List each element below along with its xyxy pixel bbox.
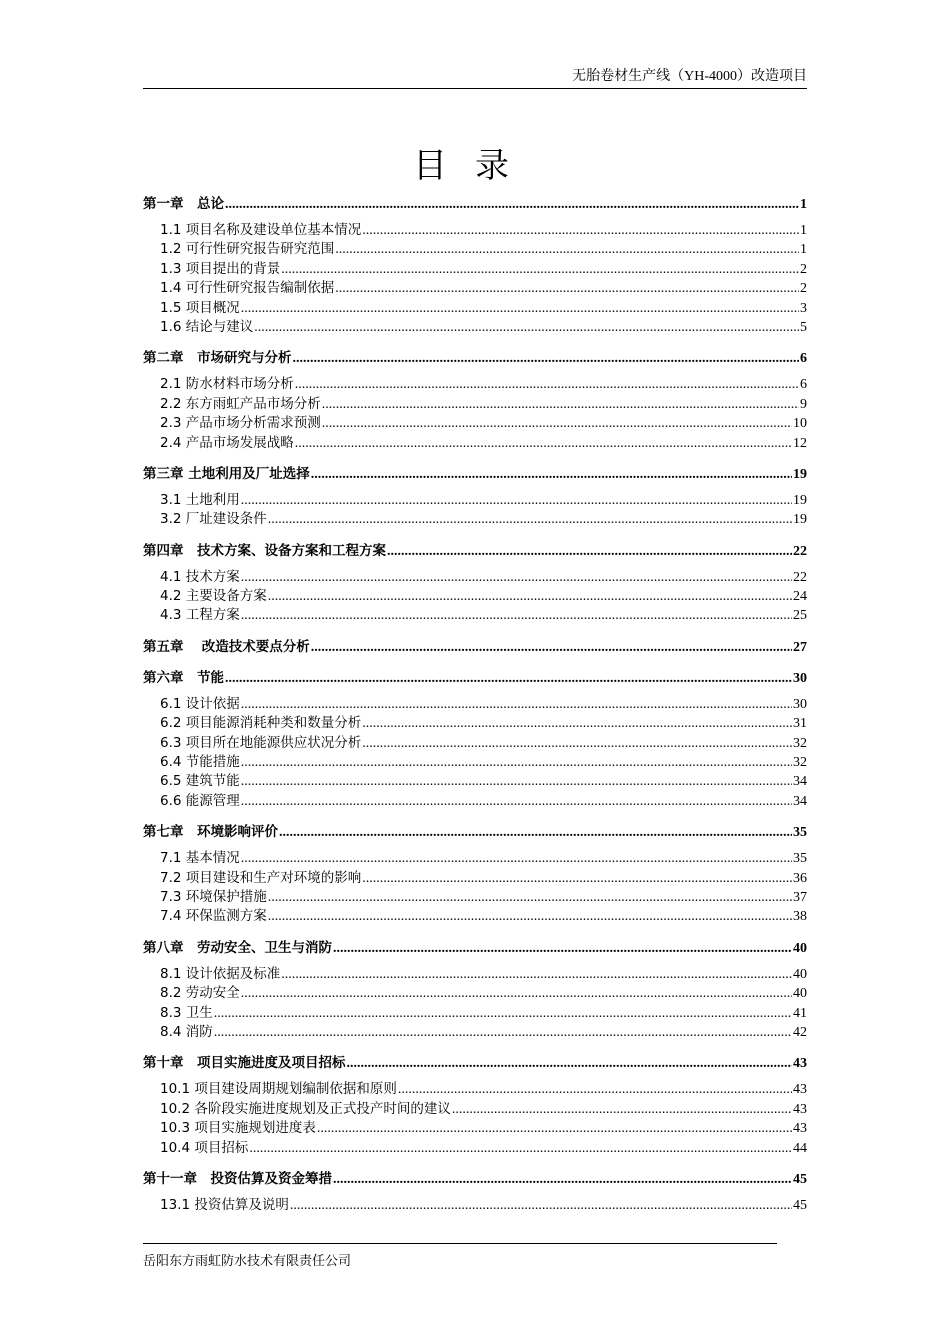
toc-page-number: 44 (793, 1140, 807, 1156)
toc-section-entry[interactable] (143, 849, 807, 868)
toc-leader-dots (295, 375, 799, 394)
toc-entry-label: 10.3 项目实施规划进度表 (160, 1120, 316, 1137)
toc-entry-label: 4.1 技术方案 (160, 568, 240, 585)
toc-page-number: 2 (800, 281, 807, 297)
toc-section-entry[interactable] (143, 965, 807, 984)
toc-entry-label: 1.2 可行性研究报告研究范围 (160, 241, 335, 258)
toc-leader-dots (322, 414, 792, 433)
toc-entry-label: 第十一章 投资估算及资金筹措 (143, 1170, 332, 1187)
toc-entry-label: 13.1 投资估算及说明 (160, 1196, 289, 1213)
toc-leader-dots (225, 195, 799, 215)
toc-page-number: 2 (800, 261, 807, 277)
toc-page-number: 40 (793, 940, 807, 956)
toc-chapter-entry[interactable] (143, 541, 807, 561)
toc-leader-dots (362, 714, 792, 733)
toc-page-number: 32 (793, 735, 807, 751)
toc-entry-label: 第七章 环境影响评价 (143, 824, 278, 841)
toc-entry-label: 2.3 产品市场分析需求预测 (160, 415, 321, 432)
toc-section-entry[interactable] (143, 606, 807, 625)
toc-page-number: 43 (793, 1082, 807, 1098)
toc-page-number: 6 (800, 377, 807, 393)
toc-leader-dots (268, 510, 792, 529)
toc-entry-label: 第二章 市场研究与分析 (143, 350, 292, 367)
toc-entry-label: 8.4 消防 (160, 1023, 213, 1040)
toc-section-entry[interactable] (143, 1004, 807, 1023)
toc-entry-label: 2.1 防水材料市场分析 (160, 376, 294, 393)
toc-page-number: 19 (793, 492, 807, 508)
toc-page-number: 30 (793, 670, 807, 686)
toc-leader-dots (333, 939, 792, 959)
toc-entry-label: 6.5 建筑节能 (160, 773, 240, 790)
toc-section-entry[interactable] (143, 587, 807, 606)
toc-page-number: 9 (800, 396, 807, 412)
toc-page-number: 1 (800, 223, 807, 238)
toc-page-number: 36 (793, 870, 807, 886)
toc-section-entry[interactable] (143, 568, 807, 587)
toc-entry-label: 第六章 节能 (143, 669, 224, 686)
toc-leader-dots (333, 1170, 792, 1190)
toc-section-entry[interactable] (143, 907, 807, 926)
toc-section-entry[interactable] (143, 869, 807, 888)
toc-leader-dots (281, 260, 799, 279)
toc-section-entry[interactable] (143, 753, 807, 772)
toc-leader-dots (322, 395, 799, 414)
toc-leader-dots (254, 318, 799, 337)
toc-chapter-entry[interactable] (143, 1053, 807, 1073)
toc-leader-dots (241, 695, 792, 714)
toc-page-number: 35 (793, 851, 807, 867)
toc-leader-dots (241, 984, 792, 1003)
toc-section-entry[interactable] (143, 318, 807, 337)
toc-entry-label: 8.2 劳动安全 (160, 985, 240, 1002)
toc-leader-dots (268, 587, 792, 606)
page-header (143, 68, 807, 89)
toc-page-number: 34 (793, 774, 807, 790)
toc-leader-dots (241, 568, 792, 587)
toc-leader-dots (362, 869, 792, 888)
toc-entry-label: 3.2 厂址建设条件 (160, 511, 267, 528)
toc-chapter-entry[interactable] (143, 348, 807, 368)
toc-leader-dots (398, 1080, 792, 1099)
toc-page-number: 12 (793, 435, 807, 451)
toc-leader-dots (268, 907, 792, 926)
toc-leader-dots (362, 734, 792, 753)
toc-entry-label: 第十章 项目实施进度及项目招标 (143, 1055, 346, 1072)
toc-leader-dots (387, 542, 792, 562)
toc-entry-label: 4.3 工程方案 (160, 607, 240, 624)
toc-section-entry[interactable] (143, 299, 807, 318)
toc-section-entry[interactable] (143, 695, 807, 714)
toc-page-number: 3 (800, 300, 807, 316)
toc-leader-dots (268, 888, 792, 907)
toc-section-entry[interactable] (143, 279, 807, 298)
toc-chapter-entry[interactable] (143, 822, 807, 842)
toc-leader-dots (347, 1054, 793, 1074)
toc-page-number: 42 (793, 1024, 807, 1040)
toc-entry-label: 3.1 土地利用 (160, 491, 240, 508)
toc-chapter-entry[interactable] (143, 637, 807, 657)
table-of-contents (143, 194, 807, 1215)
toc-leader-dots (335, 240, 799, 259)
toc-leader-dots (452, 1100, 792, 1119)
toc-leader-dots (241, 849, 792, 868)
toc-entry-label: 1.1 项目名称及建设单位基本情况 (160, 222, 362, 238)
toc-leader-dots (241, 753, 792, 772)
toc-leader-dots (241, 299, 799, 318)
toc-page-number: 34 (793, 793, 807, 809)
toc-page-number: 22 (793, 543, 807, 559)
toc-page-number: 1 (800, 197, 807, 212)
toc-entry-label: 1.6 结论与建议 (160, 318, 254, 335)
toc-page-number: 31 (793, 716, 807, 732)
toc-leader-dots (290, 1196, 792, 1215)
toc-page-number: 40 (793, 986, 807, 1002)
toc-section-entry[interactable] (143, 984, 807, 1003)
toc-entry-label: 7.3 环境保护措施 (160, 888, 267, 905)
toc-section-entry[interactable] (143, 414, 807, 433)
toc-page-number: 25 (793, 608, 807, 624)
toc-page-number: 45 (793, 1171, 807, 1187)
toc-section-entry[interactable] (143, 1196, 807, 1215)
toc-page-number: 5 (800, 319, 807, 335)
toc-leader-dots (317, 1119, 792, 1138)
toc-leader-dots (214, 1004, 792, 1023)
toc-entry-label: 第八章 劳动安全、卫生与消防 (143, 939, 332, 956)
toc-page-number: 6 (800, 351, 807, 367)
toc-page-number: 19 (793, 466, 807, 482)
toc-entry-label: 6.1 设计依据 (160, 695, 240, 712)
toc-entry-label: 6.2 项目能源消耗种类和数量分析 (160, 715, 362, 732)
toc-entry-label: 第四章 技术方案、设备方案和工程方案 (143, 542, 386, 559)
toc-chapter-entry[interactable] (143, 464, 807, 484)
toc-leader-dots (279, 823, 792, 843)
toc-entry-label: 1.5 项目概况 (160, 299, 240, 316)
toc-page-number: 43 (793, 1101, 807, 1117)
toc-entry-label: 2.4 产品市场发展战略 (160, 434, 294, 451)
toc-entry-label: 6.3 项目所在地能源供应状况分析 (160, 734, 362, 751)
toc-section-entry[interactable] (143, 792, 807, 811)
toc-section-entry[interactable] (143, 1139, 807, 1158)
toc-leader-dots (311, 638, 792, 658)
toc-section-entry[interactable] (143, 1100, 807, 1119)
toc-chapter-entry[interactable] (143, 194, 807, 214)
toc-page-number: 27 (793, 639, 807, 655)
footer-text: 岳阳东方雨虹防水技术有限责任公司 (143, 1254, 352, 1269)
toc-page-number: 37 (793, 889, 807, 905)
toc-leader-dots (225, 669, 792, 689)
toc-leader-dots (335, 279, 799, 298)
toc-chapter-entry[interactable] (143, 668, 807, 688)
toc-section-entry[interactable] (143, 734, 807, 753)
toc-section-entry[interactable] (143, 510, 807, 529)
toc-section-entry[interactable] (143, 260, 807, 279)
toc-section-entry[interactable] (143, 491, 807, 510)
toc-leader-dots (214, 1023, 792, 1042)
toc-leader-dots (241, 491, 792, 510)
toc-section-entry[interactable] (143, 434, 807, 453)
toc-page-number: 1 (800, 242, 807, 258)
toc-section-entry[interactable] (143, 1119, 807, 1138)
toc-entry-label: 1.4 可行性研究报告编制依据 (160, 280, 335, 297)
toc-entry-label: 6.4 节能措施 (160, 754, 240, 771)
toc-section-entry[interactable] (143, 888, 807, 907)
toc-page-number: 35 (793, 825, 807, 841)
toc-section-entry[interactable] (143, 240, 807, 259)
toc-page-number: 43 (793, 1056, 807, 1072)
toc-section-entry[interactable] (143, 395, 807, 414)
header-text: 无胎卷材生产线（YH-4000）改造项目 (572, 69, 807, 84)
toc-entry-label: 7.2 项目建设和生产对环境的影响 (160, 869, 362, 886)
toc-page-number: 43 (793, 1121, 807, 1137)
toc-entry-label: 第三章 土地利用及厂址选择 (143, 465, 310, 482)
toc-leader-dots (295, 434, 792, 453)
toc-entry-label: 10.4 项目招标 (160, 1139, 249, 1156)
toc-page-number: 19 (793, 512, 807, 528)
toc-entry-label: 1.3 项目提出的背景 (160, 260, 281, 277)
toc-section-entry[interactable] (143, 1023, 807, 1042)
toc-page-number: 22 (793, 569, 807, 585)
toc-entry-label: 第五章 改造技术要点分析 (143, 638, 310, 655)
toc-leader-dots (281, 965, 792, 984)
toc-leader-dots (241, 772, 792, 791)
toc-leader-dots (249, 1139, 792, 1158)
toc-section-entry[interactable] (143, 221, 807, 240)
toc-page-number: 32 (793, 755, 807, 771)
toc-leader-dots (311, 465, 792, 485)
toc-entry-label: 8.1 设计依据及标准 (160, 965, 281, 982)
toc-section-entry[interactable] (143, 1080, 807, 1099)
toc-entry-label: 4.2 主要设备方案 (160, 588, 267, 605)
toc-leader-dots (241, 792, 792, 811)
page-title: 目录 (413, 145, 537, 186)
toc-page-number: 45 (793, 1197, 807, 1213)
toc-entry-label: 8.3 卫生 (160, 1004, 213, 1021)
toc-section-entry[interactable] (143, 714, 807, 733)
toc-entry-label: 2.2 东方雨虹产品市场分析 (160, 395, 321, 412)
toc-entry-label: 10.1 项目建设周期规划编制依据和原则 (160, 1081, 397, 1098)
toc-leader-dots (362, 221, 799, 240)
toc-entry-label: 7.4 环保监测方案 (160, 908, 267, 925)
toc-leader-dots (293, 349, 800, 369)
toc-page-number: 30 (793, 696, 807, 712)
toc-entry-label: 第一章 总论 (143, 196, 224, 212)
toc-page-number: 38 (793, 909, 807, 925)
toc-leader-dots (241, 606, 792, 625)
page-footer (143, 1243, 777, 1269)
toc-page-number: 40 (793, 966, 807, 982)
toc-entry-label: 6.6 能源管理 (160, 792, 240, 809)
toc-page-number: 10 (793, 416, 807, 432)
toc-entry-label: 7.1 基本情况 (160, 850, 240, 867)
toc-chapter-entry[interactable] (143, 938, 807, 958)
toc-page-number: 41 (793, 1005, 807, 1021)
toc-section-entry[interactable] (143, 772, 807, 791)
toc-section-entry[interactable] (143, 375, 807, 394)
toc-entry-label: 10.2 各阶段实施进度规划及正式投产时间的建议 (160, 1100, 451, 1117)
toc-page-number: 24 (793, 589, 807, 605)
toc-chapter-entry[interactable] (143, 1169, 807, 1189)
